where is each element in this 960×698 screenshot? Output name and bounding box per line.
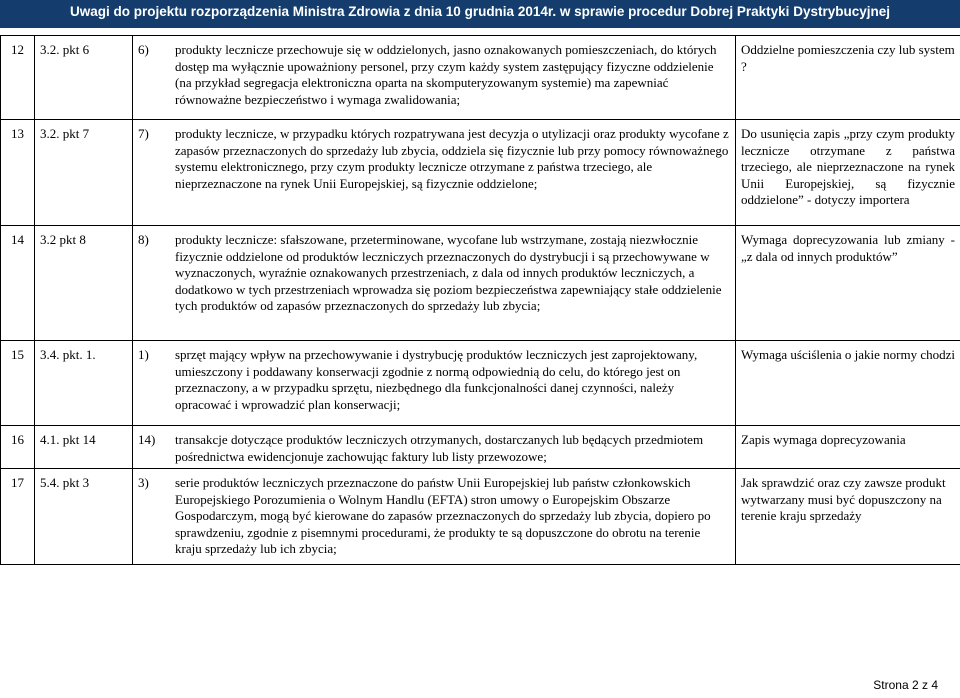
table-row xyxy=(1,469,960,565)
comments-table xyxy=(0,35,960,565)
reference-cell: 3.2 pkt 8 xyxy=(35,226,133,341)
item-number: 6) xyxy=(138,42,149,57)
table-row xyxy=(1,426,960,469)
provision-text-cell xyxy=(133,426,736,469)
provision-text-cell xyxy=(133,469,736,565)
provision-text-cell xyxy=(133,341,736,426)
table-row xyxy=(1,36,960,120)
document-title: Uwagi do projektu rozporządzenia Ministra Zdrowia z dnia 10 grudnia 2014r. w sprawie procedur Dobrej Praktyki Dystrybucyjnej xyxy=(70,4,890,19)
provision-text: produkty lecznicze przechowuje się w oddzielonych, jasno oznakowanych pomieszczeniach, do których dostęp ma wyłącznie upoważniony personel, przy czym każdy system zastępujący fizyczne oddzielenie (na przykład segregacja elektroniczna oparta na skomputeryzowanym systemie) ma zapewniać równoważne bezpieczeństwo i wymaga zwalidowania; xyxy=(175,42,717,107)
reference-cell: 3.2. pkt 7 xyxy=(35,120,133,226)
item-number: 14) xyxy=(138,432,156,447)
table-row xyxy=(1,120,960,226)
comment-cell: Jak sprawdzić oraz czy zawsze produkt wytwarzany musi być dopuszczony na terenie kraju sprzedaży xyxy=(736,469,960,565)
provision-text: transakcje dotyczące produktów leczniczych otrzymanych, dostarczanych lub będących przedmiotem pośrednictwa ewidencjonuje zachowując faktury lub listy przewozowe; xyxy=(175,432,704,464)
row-number: 15 xyxy=(1,341,35,426)
row-number: 12 xyxy=(1,36,35,120)
row-number: 14 xyxy=(1,226,35,341)
provision-text-cell xyxy=(133,226,736,341)
row-number: 13 xyxy=(1,120,35,226)
table-row xyxy=(1,226,960,341)
item-number: 3) xyxy=(138,475,149,490)
provision-text: produkty lecznicze: sfałszowane, przeterminowane, wycofane lub wstrzymane, zostają niezwłocznie fizycznie oddzielone od produktów leczniczych przeznaczonych do dystrybucji i są przechowywane w wyznaczonych, wyraźnie oznakowanych przestrzeniach, z dala od innych produktów leczniczych, a dodatkowo w tych przestrzeniach wprowadza się poziom bezpieczeństwa zapewniający stałe oddzielenie tych produktów od zapasów przeznaczonych do sprzedaży lub zbycia; xyxy=(175,232,722,314)
provision-text-cell xyxy=(133,120,736,226)
provision-text: sprzęt mający wpływ na przechowywanie i dystrybucję produktów leczniczych jest zaprojektowany, umieszczony i poddawany konserwacji zgodnie z normą odpowiednią do celu, do którego jest on przeznaczony, a w przypadku sprzętu, niezbędnego dla funkcjonalności danej czynności, należy opracować i wprowadzić plan konserwacji; xyxy=(175,347,698,412)
comment-cell: Wymaga doprecyzowania lub zmiany - „z dala od innych produktów” xyxy=(736,226,960,341)
item-number: 7) xyxy=(138,126,149,141)
table-row xyxy=(1,341,960,426)
provision-text-cell xyxy=(133,36,736,120)
item-number: 8) xyxy=(138,232,149,247)
row-number: 17 xyxy=(1,469,35,565)
comment-cell: Do usunięcia zapis „przy czym produkty lecznicze otrzymane z państwa trzeciego, ale nieprzeznaczone na rynek Unii Europejskiej, są fizycznie oddzielone” - dotyczy importera xyxy=(736,120,960,226)
document-header xyxy=(0,0,960,28)
comment-cell: Oddzielne pomieszczenia czy lub system ? xyxy=(736,36,960,120)
reference-cell: 3.2. pkt 6 xyxy=(35,36,133,120)
comment-cell: Wymaga uściślenia o jakie normy chodzi xyxy=(736,341,960,426)
provision-text: produkty lecznicze, w przypadku których rozpatrywana jest decyzja o utylizacji oraz produkty wycofane z zapasów przeznaczonych do sprzedaży lub zbycia, oddziela się fizycznie lub przy pomocy równoważnego systemu elektronicznego, przy czym produkty lecznicze otrzymane z państwa trzeciego, ale nieprzeznaczone na rynek Unii Europejskiej, są fizycznie oddzielone; xyxy=(175,126,729,191)
reference-cell: 5.4. pkt 3 xyxy=(35,469,133,565)
comment-cell: Zapis wymaga doprecyzowania xyxy=(736,426,960,469)
reference-cell: 4.1. pkt 14 xyxy=(35,426,133,469)
reference-cell: 3.4. pkt. 1. xyxy=(35,341,133,426)
page-number: Strona 2 z 4 xyxy=(873,678,938,692)
row-number: 16 xyxy=(1,426,35,469)
provision-text: serie produktów leczniczych przeznaczone do państw Unii Europejskiej lub państw członkowskich Europejskiego Porozumienia o Wolnym Handlu (EFTA) stron umowy o Europejskim Obszarze Gospodarczym, mogą być kierowane do zapasów przeznaczonych do sprzedaży lub zbycia, dopiero po sprawdzeniu, zgodnie z pisemnymi procedurami, że produkty te są dopuszczone do obrotu na terenie kraju sprzedaży lub ich zbycia; xyxy=(175,475,711,557)
item-number: 1) xyxy=(138,347,149,362)
